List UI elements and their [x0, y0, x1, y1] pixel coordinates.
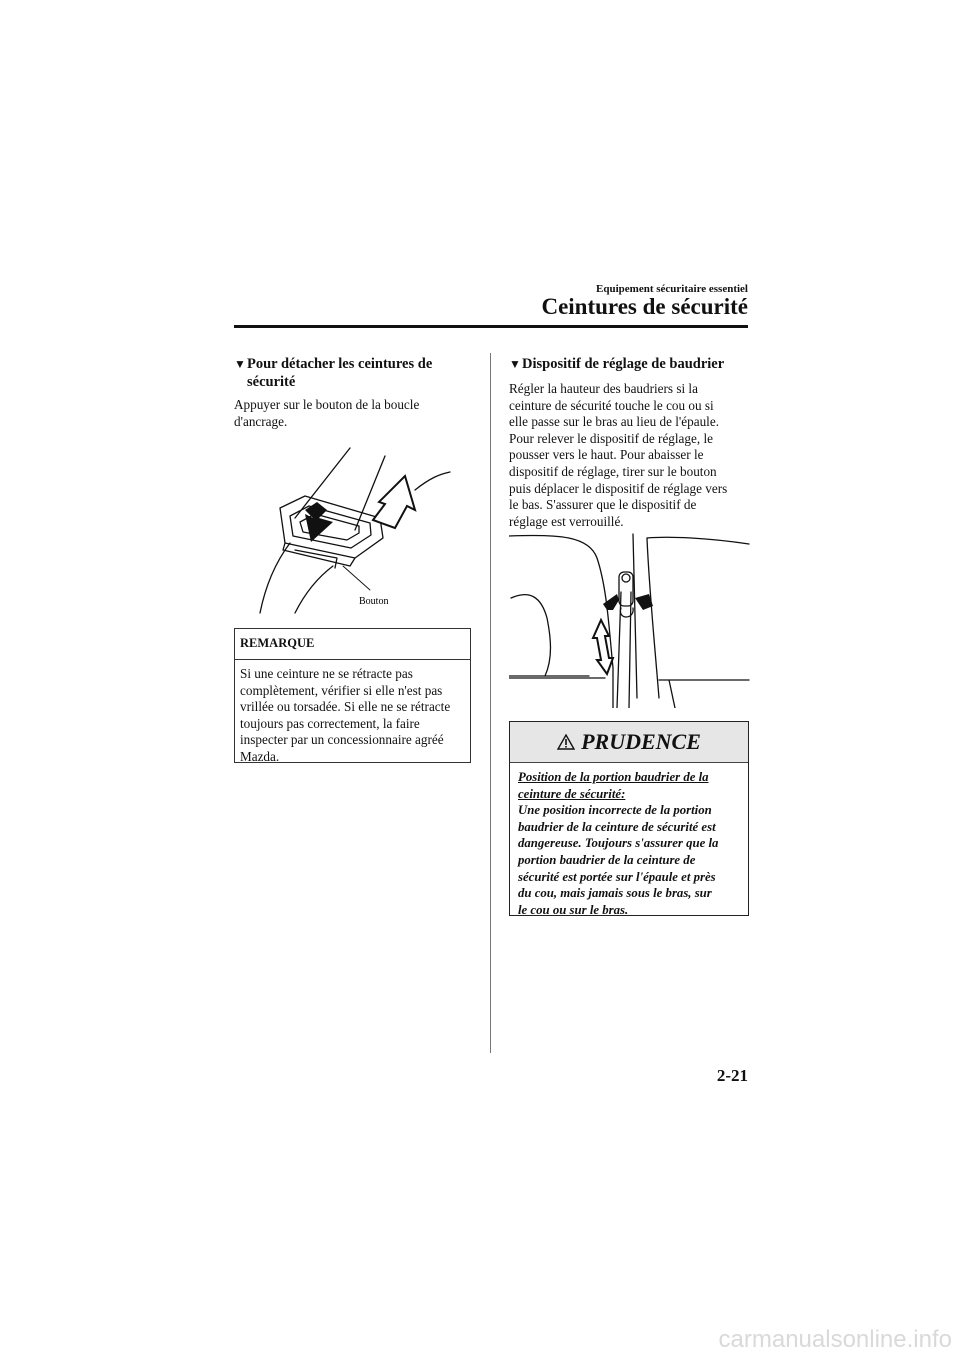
page-title: Ceintures de sécurité [541, 294, 748, 319]
header-rule [234, 325, 748, 328]
caution-title: PRUDENCE [581, 729, 701, 754]
left-heading-line1: Pour détacher les ceintures de [247, 356, 433, 372]
note-box [234, 628, 471, 763]
page-number: 2-21 [716, 1066, 748, 1085]
right-body-text: Régler la hauteur des baudriers si la ceinture de sécurité touche le cou ou si elle passe sur le bras au lieu de l'épaule. Pour relever le dispositif de réglage, le pousser vers le haut. Pour abaisser le dispositif de réglage, tirer sur le bouton puis déplacer le dispositif de réglage vers le bas. S'assurer que le dispositif de réglage est verrouillé. [509, 381, 728, 529]
left-body-text: Appuyer sur le bouton de la boucle d'ancrage. [234, 397, 420, 429]
down-triangle-icon: ▼ [234, 357, 246, 371]
caution-body [510, 763, 748, 924]
right-heading [509, 355, 754, 373]
note-title: REMARQUE [235, 629, 470, 660]
right-heading-text: Dispositif de réglage de baudrier [522, 356, 725, 372]
button-callout-label: Bouton [359, 596, 389, 607]
buckle-illustration [255, 438, 455, 618]
down-triangle-icon: ▼ [509, 357, 521, 371]
warning-triangle-icon [557, 734, 575, 750]
caution-header [510, 722, 748, 763]
caution-subtitle: Position de la portion baudrier de la ceinture de sécurité: [518, 770, 709, 801]
watermark: carmanualsonline.info [718, 1326, 952, 1353]
column-divider [490, 353, 491, 1053]
section-label: Equipement sécuritaire essentiel [596, 283, 748, 295]
left-heading-line2: sécurité [247, 374, 296, 390]
adjuster-illustration [509, 528, 751, 708]
caution-text: Une position incorrecte de la portion baudrier de la ceinture de sécurité est dangereuse. Toujours s'assurer que la portion baudrier de la ceinture de sécurité est portée sur l'épaule et près du cou, mais jamais sous le bras, sur le cou ou sur le bras. [518, 803, 719, 917]
note-text: Si une ceinture ne se rétracte pas complètement, vérifier si elle n'est pas vrillée ou torsadée. Si elle ne se rétracte toujours pas correctement, la faire inspecter par un concessionnaire agréé Mazda. [240, 666, 451, 764]
left-heading [234, 355, 484, 391]
caution-box [509, 721, 749, 916]
